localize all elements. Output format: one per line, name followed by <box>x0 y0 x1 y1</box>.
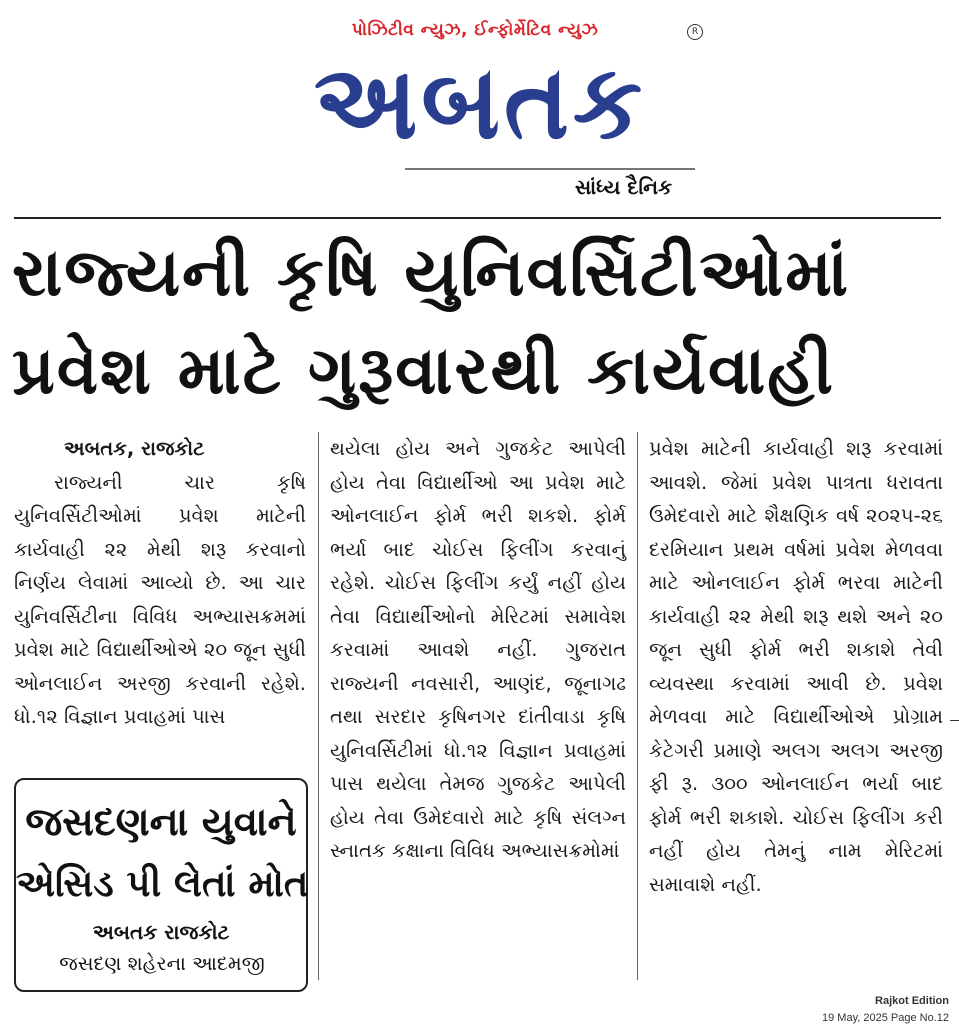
side-news-title-line-1: જસદણના યુવાને <box>25 800 297 845</box>
article-column-1-text: રાજ્યની ચાર કૃષિ યુનિવર્સિટીઓમાં પ્રવેશ માટેની કાર્યવાહી ૨૨ મેથી શરૂ કરવાનો નિર્ણય લેવામાં આવ્યો છે. આ ચાર યુનિવર્સિટીના વિવિધ અભ્યાસક્રમમાં પ્રવેશ માટે વિદ્યાર્થીઓએ ૨૦ જૂન સુધી ઓનલાઈન અરજી કરવાની રહેશે. ધો.૧૨ વિજ્ઞાન પ્રવાહમાં પાસ <box>14 470 306 728</box>
article-column-2-text: થયેલા હોય અને ગુજકેટ આપેલી હોય તેવા વિદ્યાર્થીઓ આ પ્રવેશ માટે ઓનલાઈન ફોર્મ ભરી શકશે. ફોર્મ ભર્યા બાદ ચોઈસ ફિલીંગ કરવાનું રહેશે. ચોઈસ ફિલીંગ કર્યું નહીં હોય તેવા વિદ્યાર્થીઓનો મેરિટમાં સમાવેશ કરવામાં આવશે નહીં. ગુજરાત રાજ્યની નવસારી, આણંદ, જૂનાગઢ તથા સરદાર કૃષિનગર દાંતીવાડા કૃષિ યુનિવર્સિટીમાં ધો.૧૨ વિજ્ઞાન પ્રવાહમાં પાસ થયેલા તેમજ ગુજકેટ આપેલી હોય તેવા ઉમેદવારો માટે કૃષિ સંલગ્ન સ્નાતક કક્ષાના વિવિધ અભ્યાસક્રમોમાં <box>330 437 626 862</box>
crop-mark <box>950 720 959 721</box>
masthead-tagline: પોઝિટીવ ન્યુઝ, ઈન્ફોર્મેટિવ ન્યુઝ <box>351 20 599 40</box>
headline-top-rule <box>14 217 941 219</box>
side-news-text: જસદણ શહેરના આદમજી <box>59 952 265 975</box>
masthead <box>255 20 705 205</box>
headline-line-2: પ્રવેશ માટે ગુરૂવારથી કાર્યવાહી <box>12 332 836 409</box>
column-divider <box>318 432 319 980</box>
article-column-3 <box>649 432 943 901</box>
article-column-3-text: પ્રવેશ માટેની કાર્યવાહી શરૂ કરવામાં આવશે. જેમાં પ્રવેશ પાત્રતા ધરાવતા ઉમેદવારો માટે શૈક્ષણિક વર્ષ ૨૦૨૫-૨૬ દરમિયાન પ્રથમ વર્ષમાં પ્રવેશ મેળવવા માટે ઓનલાઈન ફોર્મ ભરવા માટેની કાર્યવાહી ૨૨ મેથી શરૂ થશે અને ૨૦ જૂન સુધી ફોર્મ ભરી શકાશે તેવી વ્યવસ્થા કરવામાં આવી છે. પ્રવેશ મેળવવા માટે વિદ્યાર્થીઓએ પ્રોગ્રામ કેટેગરી પ્રમાણે અલગ અલગ અરજી ફી રૂ. ૩૦૦ ઓનલાઈન ભર્યા બાદ ફોર્મ ભરી શકાશે. ચોઈસ ફિલીંગ કરી નહીં હોય તેમનું નામ મેરિટમાં સમાવાશે નહીં. <box>649 437 943 896</box>
side-news-box <box>14 778 308 992</box>
registered-trademark-icon: R <box>687 24 703 40</box>
footer-edition: Rajkot Edition <box>875 995 949 1007</box>
side-news-title-line-2: એસિડ પી લેતાં મોત <box>16 862 309 905</box>
masthead-rule <box>405 168 695 170</box>
column-divider <box>637 432 638 980</box>
article-column-1 <box>14 432 306 734</box>
footer-date-page: 19 May, 2025 Page No.12 <box>822 1012 949 1024</box>
masthead-edition-label: સાંધ્ય દૈનિક <box>575 175 673 199</box>
headline-line-1: રાજ્યની કૃષિ યુનિવર્સિટીઓમાં <box>12 234 851 311</box>
side-news-byline: અબતક રાજકોટ <box>92 920 230 944</box>
article-byline: અબતક, રાજકોટ <box>64 437 205 460</box>
newspaper-logo: અબતક <box>313 43 647 163</box>
page-footer <box>822 993 949 1027</box>
article-column-2 <box>330 432 626 868</box>
